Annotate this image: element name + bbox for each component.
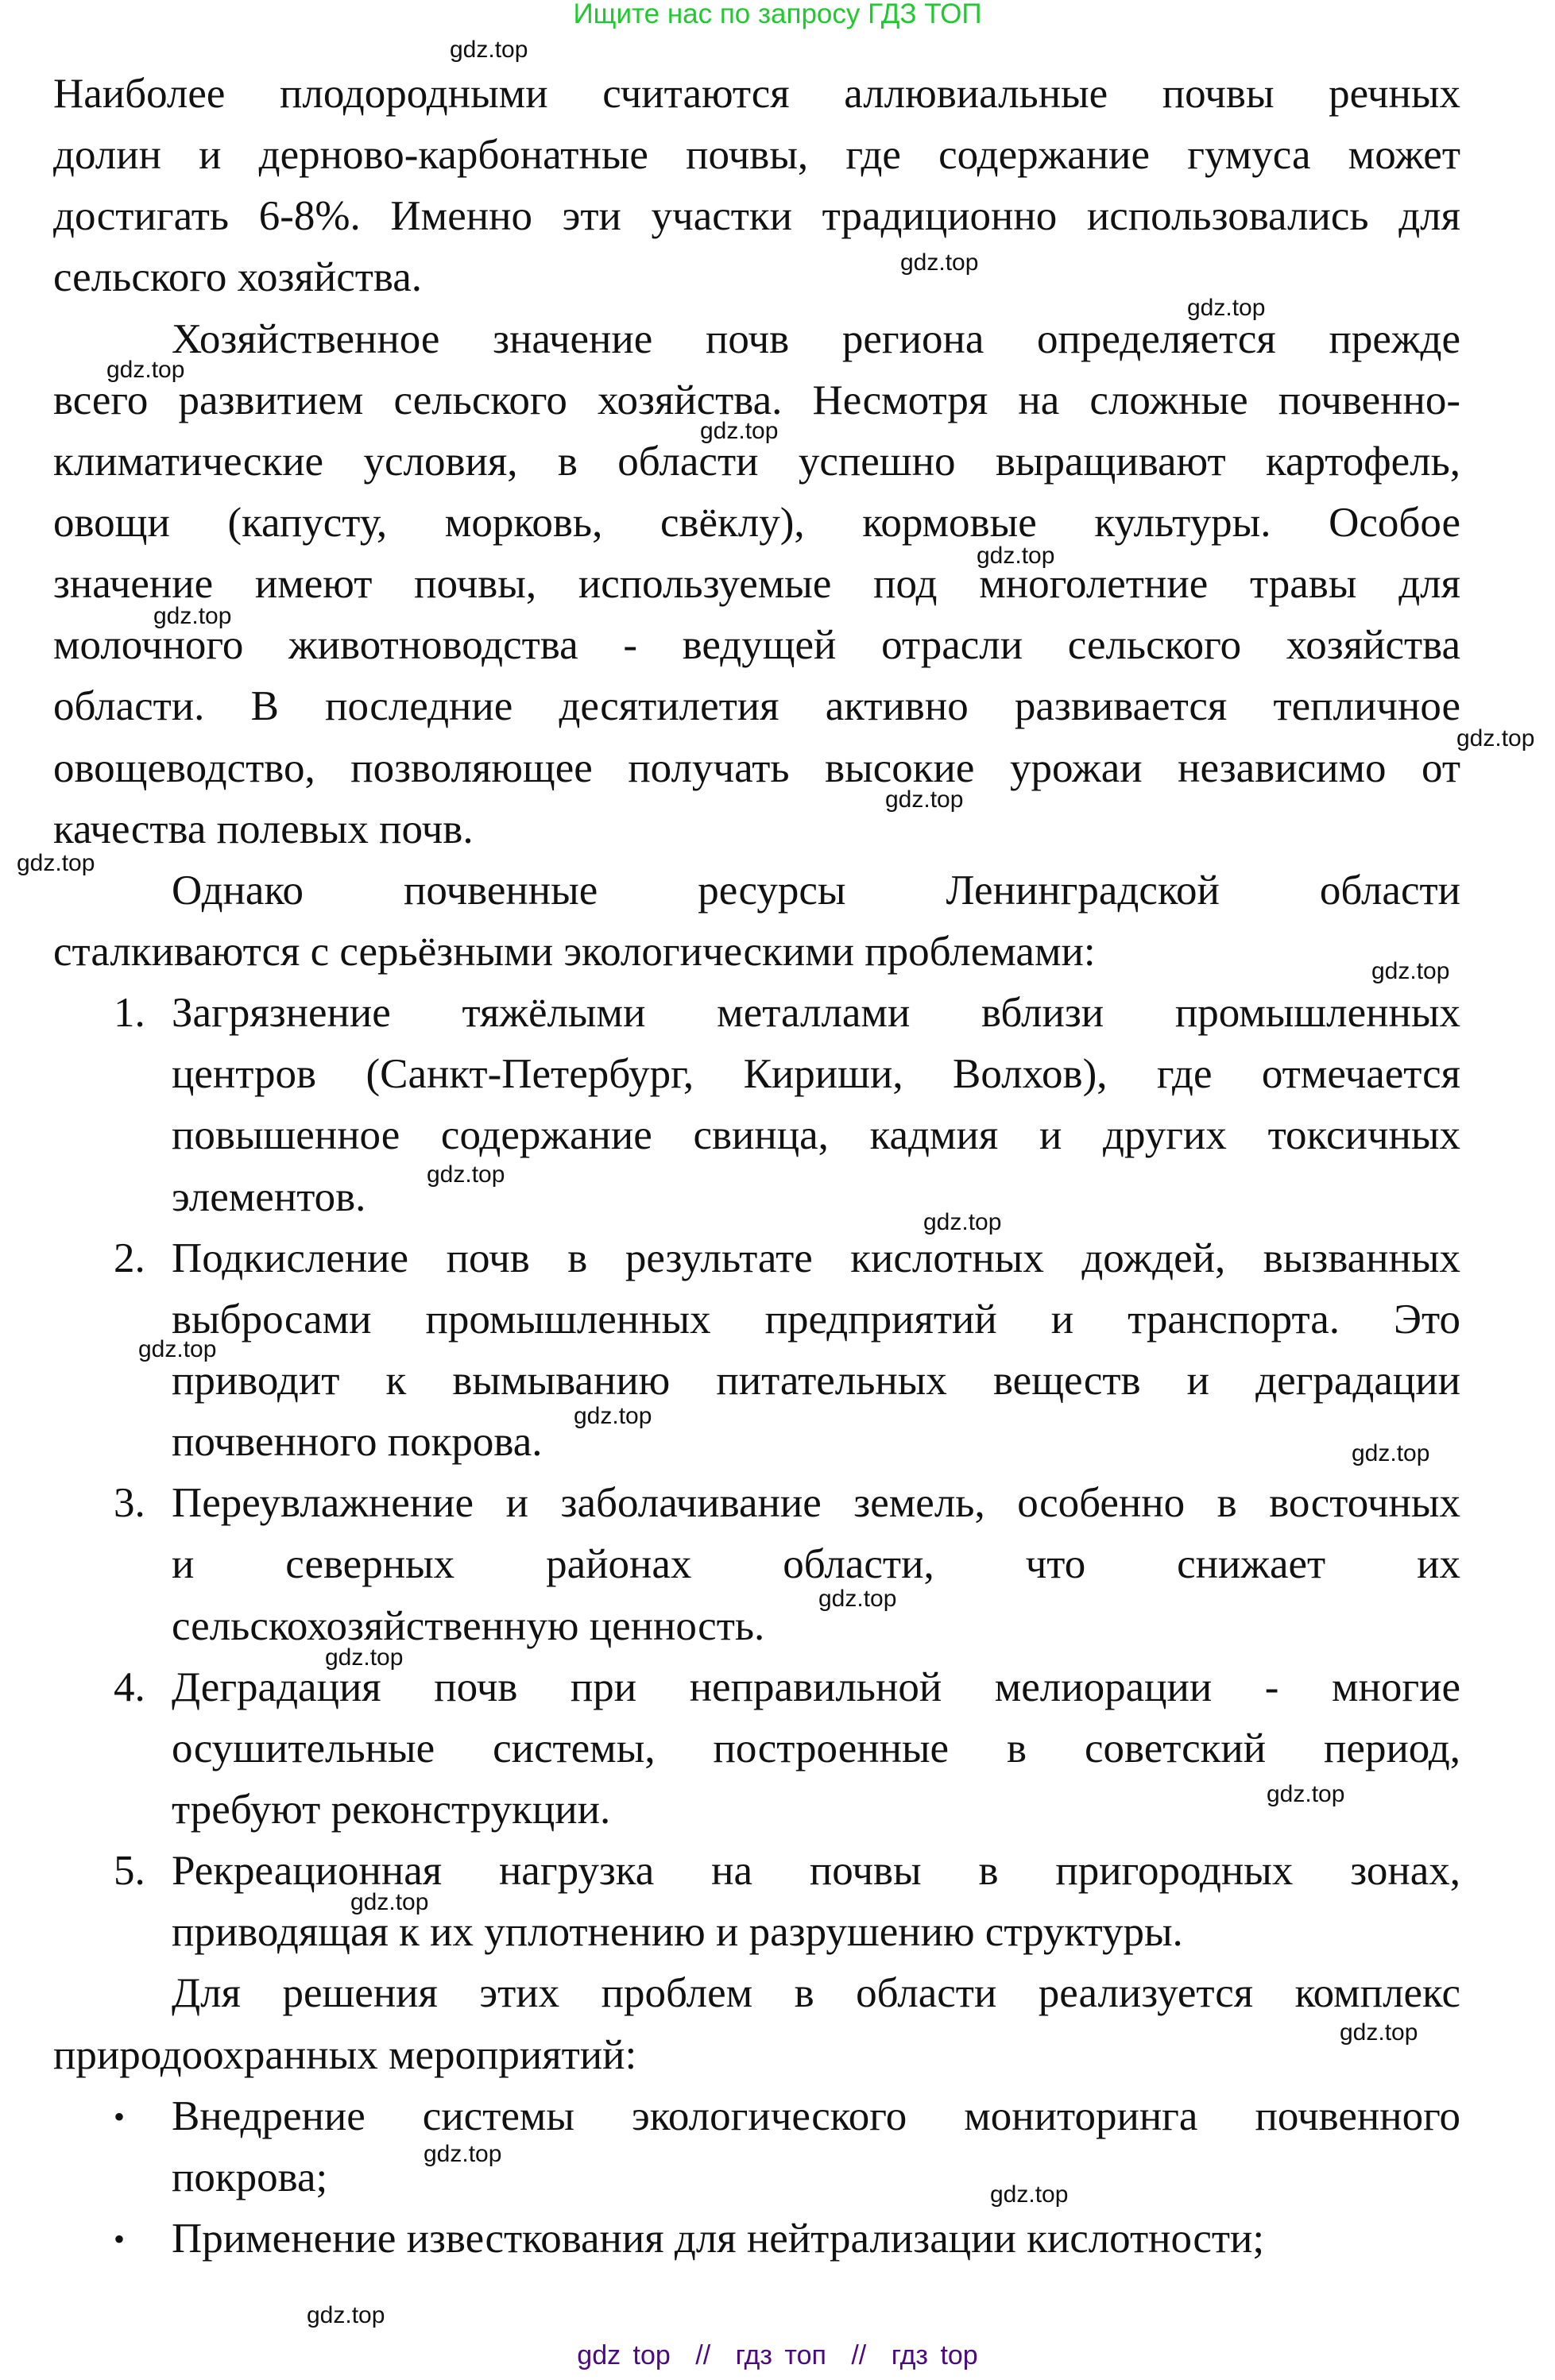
line-text: осушительные системы, построенные в советский период,: [172, 1725, 1460, 1771]
watermark-text: gdz.top: [1456, 725, 1535, 751]
line-text: Переувлажнение и заболачивание земель, особенно в восточных: [172, 1480, 1460, 1527]
text-line: [53, 1596, 1460, 1657]
watermark-text: gdz.top: [1352, 1440, 1430, 1466]
watermark-text: gdz.top: [138, 1336, 217, 1362]
line-text: Загрязнение тяжёлыми металлами вблизи промышленных: [172, 990, 1460, 1037]
text-line: [53, 983, 1460, 1044]
watermark-text: gdz.top: [1340, 2019, 1418, 2046]
list-number: 1.: [114, 990, 145, 1037]
line-text: приводит к вымыванию питательных веществ и деградации: [172, 1357, 1460, 1404]
text-line: [53, 1902, 1460, 1963]
watermark-text: gdz.top: [990, 2181, 1069, 2208]
line-text: Наиболее плодородными считаются аллювиальные почвы речных: [53, 71, 1460, 117]
text-line: [53, 676, 1460, 737]
text-line: [53, 2025, 1460, 2086]
watermark-text: gdz.top: [1267, 1781, 1345, 1807]
text-line: [53, 1718, 1460, 1779]
watermark-text: gdz.top: [427, 1161, 505, 1188]
search-banner: Ищите нас по запросу ГДЗ ТОП: [573, 0, 982, 29]
text-line: [53, 1412, 1460, 1473]
line-text: сельскохозяйственную ценность.: [172, 1602, 765, 1649]
line-text: Применение известкования для нейтрализации кислотности;: [172, 2215, 1265, 2262]
text-line: [53, 799, 1460, 860]
text-line: [53, 860, 1460, 921]
text-line: [53, 493, 1460, 554]
text-line: [53, 1657, 1460, 1718]
text-line: [53, 1350, 1460, 1412]
text-line: [53, 1534, 1460, 1595]
text-line: [53, 921, 1460, 983]
watermark-text: gdz.top: [574, 1403, 652, 1429]
watermark-text: gdz.top: [153, 603, 232, 629]
text-line: [53, 1105, 1460, 1166]
line-text: климатические условия, в области успешно выращивают картофель,: [53, 438, 1460, 485]
line-text: Рекреационная нагрузка на почвы в пригородных зонах,: [172, 1848, 1460, 1895]
line-text: почвенного покрова.: [172, 1419, 543, 1466]
watermark-text: gdz.top: [325, 1644, 404, 1671]
line-text: Для решения этих проблем в области реализуется комплекс: [172, 1970, 1460, 2017]
text-line: [53, 1963, 1460, 2024]
watermark-text: gdz.top: [450, 37, 528, 63]
line-text: долин и дерново-карбонатные почвы, где содержание гумуса может: [53, 132, 1460, 179]
bullet-icon: •: [114, 2098, 126, 2135]
list-number: 4.: [114, 1663, 145, 1710]
line-text: и северных районах области, что снижает их: [172, 1541, 1460, 1588]
watermark-text: gdz.top: [977, 543, 1055, 569]
line-text: молочного животноводства - ведущей отрасли сельского хозяйства: [53, 622, 1460, 669]
text-line: [53, 125, 1460, 186]
footer-separator: //: [851, 2340, 867, 2370]
line-text: природоохранных мероприятий:: [53, 2031, 637, 2078]
text-line: [53, 64, 1460, 125]
text-line: [53, 186, 1460, 247]
watermark-text: gdz.top: [350, 1889, 429, 1915]
watermark-text: gdz.top: [700, 418, 779, 444]
text-line: [53, 738, 1460, 799]
text-line: [53, 615, 1460, 676]
text-line: [53, 1779, 1460, 1841]
line-text: овощеводство, позволяющее получать высокие урожаи независимо от: [53, 744, 1460, 791]
watermark-text: gdz.top: [900, 249, 979, 276]
watermark-text: gdz.top: [424, 2141, 502, 2167]
watermark-text: gdz.top: [17, 850, 95, 876]
line-text: сталкиваются с серьёзными экологическими проблемами:: [53, 928, 1096, 975]
footer-link[interactable]: gdz top: [577, 2340, 671, 2370]
watermark-text: gdz.top: [818, 1586, 897, 1612]
watermark-text: gdz.top: [885, 786, 964, 813]
watermark-text: gdz.top: [106, 357, 185, 383]
line-text: приводящая к их уплотнению и разрушению структуры.: [172, 1909, 1183, 1956]
line-text: качества полевых почв.: [53, 806, 474, 852]
footer-links: [0, 2340, 1555, 2371]
text-line: [53, 2086, 1460, 2147]
list-number: 5.: [114, 1848, 145, 1895]
footer-link[interactable]: гдз top: [891, 2340, 978, 2370]
line-text: покрова;: [172, 2154, 328, 2200]
line-text: повышенное содержание свинца, кадмия и других токсичных: [172, 1112, 1460, 1159]
text-line: [53, 1044, 1460, 1105]
line-text: Хозяйственное значение почв региона определяется прежде: [172, 315, 1460, 362]
text-line: [53, 2147, 1460, 2208]
text-line: [53, 1289, 1460, 1350]
watermark-text: gdz.top: [1371, 958, 1450, 984]
watermark-text: gdz.top: [307, 2302, 385, 2328]
line-text: требуют реконструкции.: [172, 1786, 611, 1833]
list-number: 2.: [114, 1234, 145, 1281]
line-text: Деградация почв при неправильной мелиорации - многие: [172, 1663, 1460, 1710]
line-text: центров (Санкт-Петербург, Кириши, Волхов), где отмечается: [172, 1051, 1460, 1098]
line-text: области. В последние десятилетия активно развивается тепличное: [53, 683, 1460, 730]
line-text: сельского хозяйства.: [53, 254, 423, 301]
line-text: выбросами промышленных предприятий и транспорта. Это: [172, 1296, 1460, 1343]
text-line: [53, 1473, 1460, 1534]
watermark-text: gdz.top: [1187, 295, 1266, 321]
watermark-text: gdz.top: [923, 1209, 1002, 1235]
footer-separator: //: [695, 2340, 711, 2370]
text-line: [53, 554, 1460, 615]
line-text: Подкисление почв в результате кислотных дождей, вызванных: [172, 1234, 1460, 1281]
line-text: достигать 6-8%. Именно эти участки традиционно использовались для: [53, 193, 1460, 240]
line-text: значение имеют почвы, используемые под многолетние травы для: [53, 561, 1460, 608]
line-text: Однако почвенные ресурсы Ленинградской области: [172, 867, 1460, 914]
text-line: [53, 2208, 1460, 2270]
list-number: 3.: [114, 1480, 145, 1527]
text-line: [53, 1841, 1460, 1902]
line-text: элементов.: [172, 1173, 366, 1220]
line-text: Внедрение системы экологического мониторинга почвенного: [172, 2092, 1460, 2139]
footer-link[interactable]: гдз топ: [735, 2340, 826, 2370]
bullet-icon: •: [114, 2220, 126, 2257]
line-text: всего развитием сельского хозяйства. Несмотря на сложные почвенно-: [53, 377, 1460, 423]
text-line: [53, 1228, 1460, 1289]
line-text: овощи (капусту, морковь, свёклу), кормовые культуры. Особое: [53, 499, 1460, 546]
document-body: [53, 64, 1460, 2270]
text-line: [53, 1167, 1460, 1228]
